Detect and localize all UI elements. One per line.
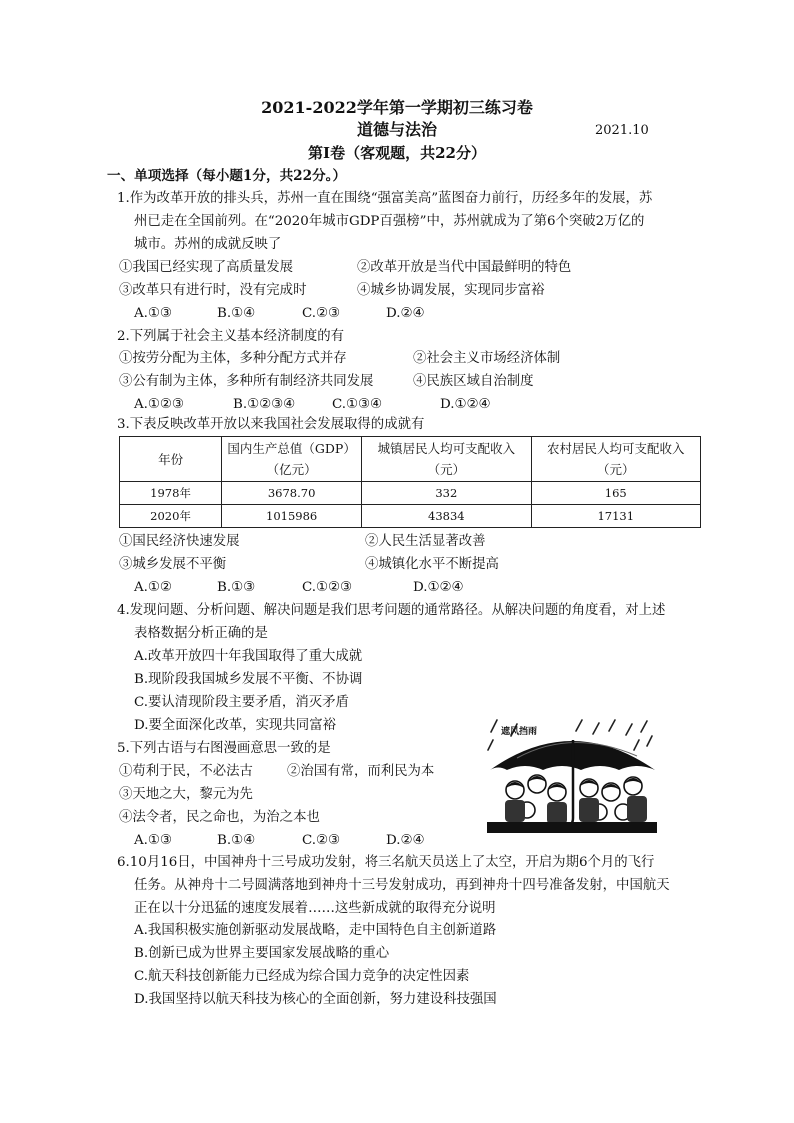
q6-stem-line-1: 6.10月16日，中国神舟十三号成功发射，将三名航天员送上了太空，开启为期6个月的飞行 [117,855,655,870]
q3-choice-d[interactable]: D.①②④ [413,580,464,595]
q1-stem-line-1: 1.作为改革开放的排头兵，苏州一直在围绕“强富美高”蓝图奋力前行，历经多年的发展，苏 [117,191,653,206]
exam-title: 2021-2022学年第一学期初三练习卷 [261,98,533,117]
q5-choice-d[interactable]: D.②④ [386,833,425,848]
q5-stem: 5.下列古语与右图漫画意思一致的是 [117,741,331,756]
q6-stem-line-3: 正在以十分迅猛的速度发展着……这些新成就的取得充分说明 [134,901,496,916]
q4-option-b[interactable]: B.现阶段我国城乡发展不平衡、不协调 [134,672,363,687]
q2-item-2: ②社会主义市场经济体制 [413,351,561,366]
q1-choice-a[interactable]: A.①③ [134,306,172,321]
q1-stem-line-2: 州已走在全国前列。在“2020年城市GDP百强榜”中，苏州就成为了第6个突破2万亿的 [134,214,645,229]
table-cell: 1015986 [222,505,362,528]
exam-date: 2021.10 [595,123,649,138]
q5-choice-b[interactable]: B.①④ [217,833,256,848]
part-title: 第Ⅰ卷（客观题，共22分） [308,144,486,162]
table-cell: 332 [362,482,531,505]
q3-choice-b[interactable]: B.①③ [217,580,256,595]
table-row [120,505,701,528]
q3-item-1: ①国民经济快速发展 [119,534,240,549]
q2-stem: 2.下列属于社会主义基本经济制度的有 [117,329,345,344]
table-row [120,482,701,505]
q2-choice-d[interactable]: D.①②④ [440,397,491,412]
table-cell: 165 [531,482,700,505]
q2-item-3: ③公有制为主体，多种所有制经济共同发展 [119,374,374,389]
q5-item-4: ④法令者，民之命也，为治之本也 [119,810,320,825]
q1-item-4: ④城乡协调发展，实现同步富裕 [357,283,545,298]
q3-data-table [119,436,701,528]
table-header-gdp: 国内生产总值（GDP） （亿元） [222,437,362,482]
q2-item-4: ④民族区域自治制度 [413,374,534,389]
q1-choice-b[interactable]: B.①④ [217,306,256,321]
q1-item-2: ②改革开放是当代中国最鲜明的特色 [357,260,572,275]
q5-item-2: ②治国有常，而利民为本 [287,764,435,779]
q1-item-3: ③改革只有进行时，没有完成时 [119,283,307,298]
q1-choice-c[interactable]: C.②③ [302,306,341,321]
umbrella-cartoon-image [487,718,657,833]
q2-choice-b[interactable]: B.①②③④ [233,397,296,412]
q2-choice-c[interactable]: C.①③④ [332,397,383,412]
q4-option-c[interactable]: C.要认清现阶段主要矛盾，消灭矛盾 [134,695,349,710]
q3-item-2: ②人民生活显著改善 [365,534,486,549]
q4-option-a[interactable]: A.改革开放四十年我国取得了重大成就 [134,649,363,664]
q5-item-1: ①苟利于民，不必法古 [119,764,253,779]
q6-option-c[interactable]: C.航天科技创新能力已经成为综合国力竞争的决定性因素 [134,969,470,984]
q5-choice-a[interactable]: A.①③ [134,833,172,848]
q3-stem: 3.下表反映改革开放以来我国社会发展取得的成就有 [117,417,425,432]
q1-stem-line-3: 城市。苏州的成就反映了 [134,237,282,252]
q3-item-3: ③城乡发展不平衡 [119,557,227,572]
q4-stem-line-1: 4.发现问题、分析问题、解决问题是我们思考问题的通常路径。从解决问题的角度看，对上述 [117,603,666,618]
q3-choice-c[interactable]: C.①②③ [302,580,353,595]
cartoon-label: 遮风挡雨 [501,727,538,737]
table-cell: 3678.70 [222,482,362,505]
table-cell: 43834 [362,505,531,528]
q6-option-b[interactable]: B.创新已成为世界主要国家发展战略的重心 [134,946,390,961]
q5-item-3: ③天地之大，黎元为先 [119,787,253,802]
q6-option-a[interactable]: A.我国积极实施创新驱动发展战略，走中国特色自主创新道路 [134,923,497,938]
q3-choice-a[interactable]: A.①② [134,580,172,595]
q4-stem-line-2: 表格数据分析正确的是 [134,626,268,641]
q2-item-1: ①按劳分配为主体，多种分配方式并存 [119,351,347,366]
q3-item-4: ④城镇化水平不断提高 [365,557,499,572]
table-cell: 17131 [531,505,700,528]
table-header-year: 年份 [120,437,222,482]
q6-option-d[interactable]: D.我国坚持以航天科技为核心的全面创新，努力建设科技强国 [134,992,497,1007]
q5-choice-c[interactable]: C.②③ [302,833,341,848]
table-header-row [120,437,701,482]
table-cell: 2020年 [120,505,222,528]
q6-stem-line-2: 任务。从神舟十二号圆满落地到神舟十三号发射成功，再到神舟十四号准备发射，中国航天 [134,878,670,893]
table-header-urban-income: 城镇居民人均可支配收入 （元） [362,437,531,482]
q1-item-1: ①我国已经实现了高质量发展 [119,260,294,275]
section-heading: 一、单项选择（每小题1分，共22分。） [107,168,347,184]
q4-option-d[interactable]: D.要全面深化改革，实现共同富裕 [134,718,336,733]
subject-title: 道德与法治 [356,120,437,139]
table-cell: 1978年 [120,482,222,505]
table-header-rural-income: 农村居民人均可支配收入 （元） [531,437,700,482]
q2-choice-a[interactable]: A.①②③ [134,397,184,412]
q1-choice-d[interactable]: D.②④ [386,306,425,321]
